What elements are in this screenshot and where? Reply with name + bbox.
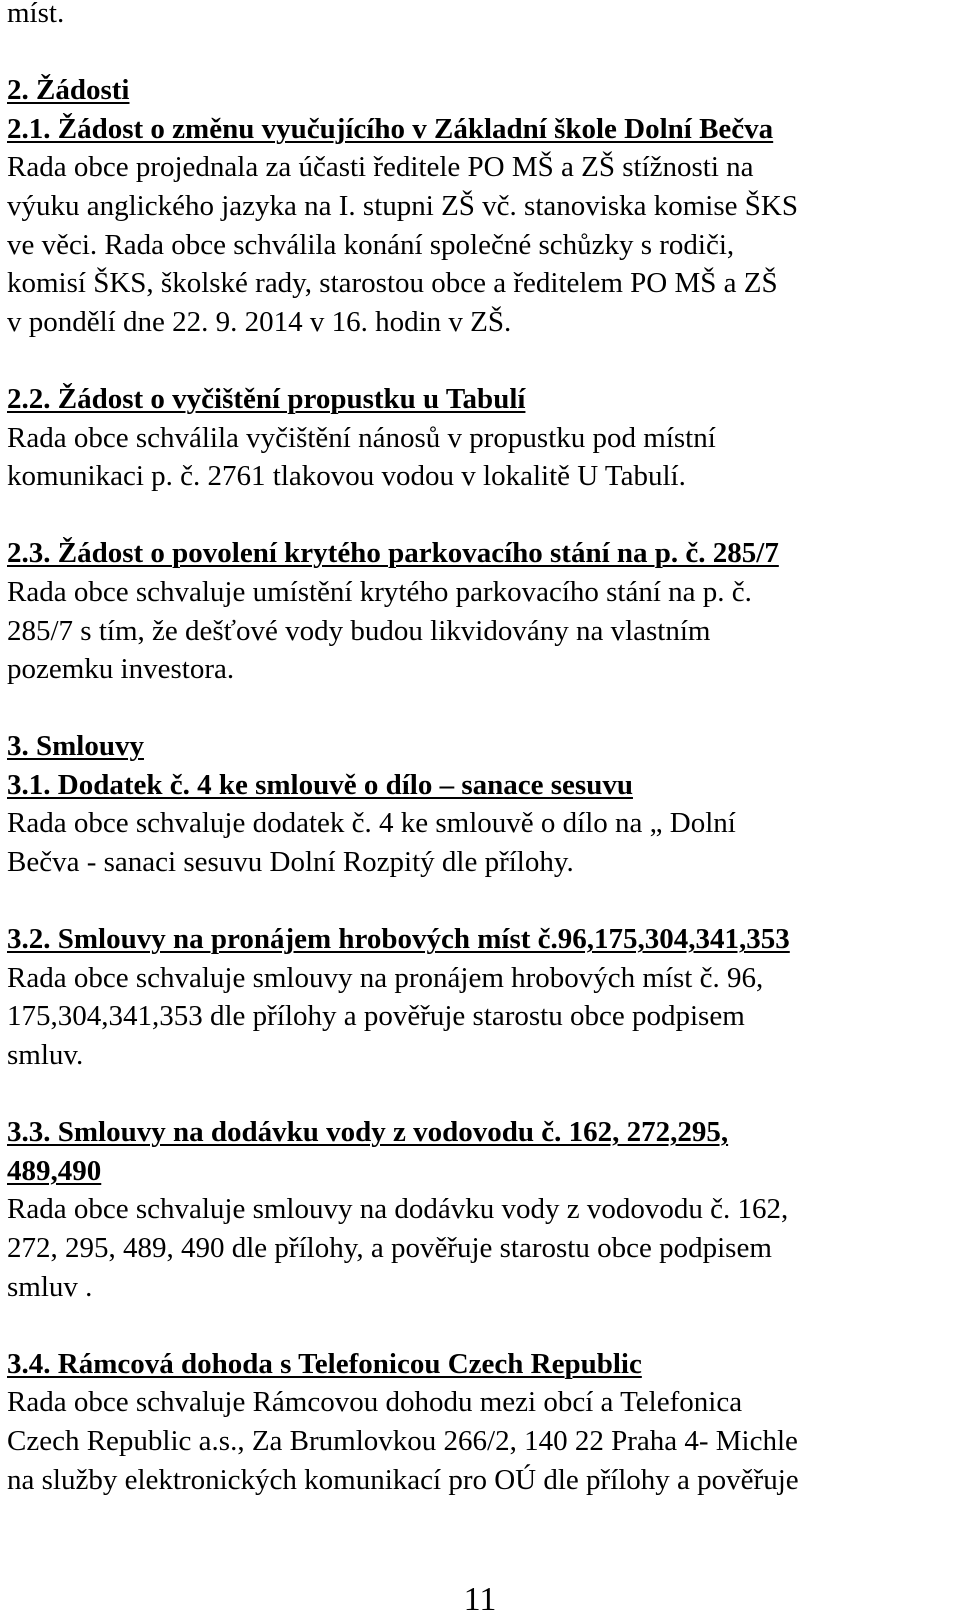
document-page (7, 0, 952, 1499)
item-heading-3-3-continued: 489,490 (7, 1154, 102, 1187)
spacer (7, 33, 952, 72)
section-heading-smlouvy: 3. Smlouvy (7, 730, 144, 763)
item-heading-3-2: 3.2. Smlouvy na pronájem hrobových míst č.96,175,304,341,353 (7, 923, 790, 956)
spacer (7, 1306, 952, 1345)
paragraph-line: v pondělí dne 22. 9. 2014 v 16. hodin v ZŠ. (7, 305, 512, 338)
paragraph-line: Bečva - sanaci sesuvu Dolní Rozpitý dle přílohy. (7, 846, 574, 879)
top-fragment: míst. (7, 0, 65, 29)
paragraph-line: Rada obce schvaluje smlouvy na dodávku vody z vodovodu č. 162, (7, 1193, 789, 1226)
section-heading-zadosti: 2. Žádosti (7, 74, 130, 107)
paragraph-line: komunikaci p. č. 2761 tlakovou vodou v lokalitě U Tabulí. (7, 460, 686, 493)
item-heading-2-1: 2.1. Žádost o změnu vyučujícího v Základní škole Dolní Bečva (7, 112, 774, 145)
paragraph-line: pozemku investora. (7, 653, 235, 686)
paragraph-line: Rada obce schvaluje umístění krytého parkovacího stání na p. č. (7, 575, 752, 608)
spacer (7, 689, 952, 728)
item-heading-3-4: 3.4. Rámcová dohoda s Telefonicou Czech Republic (7, 1347, 642, 1380)
paragraph-line: na služby elektronických komunikací pro OÚ dle přílohy a pověřuje (7, 1463, 799, 1496)
item-heading-3-3: 3.3. Smlouvy na dodávku vody z vodovodu č. 162, 272,295, (7, 1116, 729, 1149)
paragraph-line: smluv. (7, 1039, 84, 1072)
paragraph-line: Czech Republic a.s., Za Brumlovkou 266/2, 140 22 Praha 4- Michle (7, 1424, 798, 1457)
paragraph-line: výuku anglického jazyka na I. stupni ZŠ vč. stanoviska komise ŠKS (7, 189, 798, 222)
paragraph-line: Rada obce projednala za účasti ředitele PO MŠ a ZŠ stížnosti na (7, 151, 754, 184)
spacer (7, 882, 952, 921)
paragraph-line: komisí ŠKS, školské rady, starostou obce a ředitelem PO MŠ a ZŠ (7, 267, 778, 300)
page-number: 11 (463, 1581, 497, 1618)
spacer (7, 341, 952, 380)
paragraph-line: 272, 295, 489, 490 dle přílohy, a pověřuje starostu obce podpisem (7, 1232, 772, 1264)
spacer (7, 1075, 952, 1114)
paragraph-line: 175,304,341,353 dle přílohy a pověřuje starostu obce podpisem (7, 1000, 745, 1033)
paragraph-line: Rada obce schvaluje smlouvy na pronájem hrobových míst č. 96, (7, 961, 764, 994)
paragraph-line: Rada obce schvaluje dodatek č. 4 ke smlouvě o dílo na „ Dolní (7, 807, 736, 840)
item-heading-3-1: 3.1. Dodatek č. 4 ke smlouvě o dílo – sanace sesuvu (7, 768, 633, 801)
spacer (7, 496, 952, 535)
paragraph-line: Rada obce schválila vyčištění nánosů v propustku pod místní (7, 421, 716, 454)
paragraph-line: 285/7 s tím, že dešťové vody budou likvidovány na vlastním (7, 614, 711, 647)
paragraph-line: ve věci. Rada obce schválila konání společné schůzky s rodiči, (7, 228, 735, 261)
item-heading-2-2: 2.2. Žádost o vyčištění propustku u Tabulí (7, 382, 526, 415)
paragraph-line: smluv . (7, 1270, 93, 1303)
paragraph-line: Rada obce schvaluje Rámcovou dohodu mezi obcí a Telefonica (7, 1386, 743, 1419)
item-heading-2-3: 2.3. Žádost o povolení krytého parkovacího stání na p. č. 285/7 (7, 537, 779, 570)
